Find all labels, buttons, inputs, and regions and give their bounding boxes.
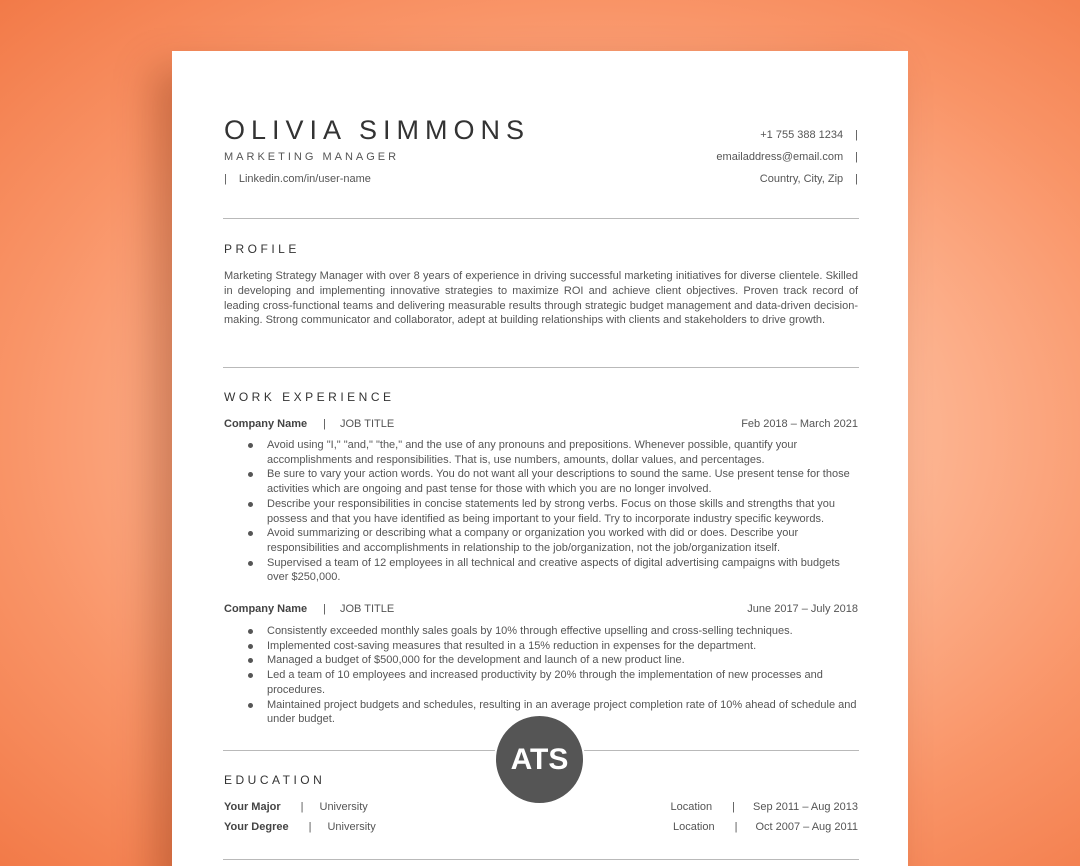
school-location: Location [673,821,715,833]
job-header-left [224,418,394,430]
degree-separator: | [300,801,304,813]
job-title: JOB TITLE [340,418,395,430]
candidate-name: OLIVIA SIMMONS [224,115,531,145]
list-item: Implemented cost-saving measures that resulted in a 15% reduction in expenses for the department. [248,639,860,654]
job-header-left [224,603,394,615]
job-dates: Feb 2018 – March 2021 [741,418,858,430]
location-separator: | [855,173,858,185]
company-name: Company Name [224,603,308,615]
header-divider [223,218,859,219]
list-item: Avoid using "I," "and," "the," and the use of any pronouns and prepositions. Whenever possible, quantify your accomplishments and responsibilities. That is, use numbers, amounts, dollar values, and percentages. [248,438,860,467]
location-text: Country, City, Zip [759,173,844,185]
degree-name: Your Degree [224,821,289,833]
phone-separator: | [855,129,858,141]
candidate-title: MARKETING MANAGER [224,151,400,163]
education-left [224,821,376,833]
email-text: emailaddress@email.com [716,151,844,163]
education-right [671,801,858,813]
location-separator: | [734,821,738,833]
degree-name: Your Major [224,801,281,813]
contact-location [760,173,858,185]
ats-badge: ATS [494,714,585,805]
school-name: University [319,801,368,813]
list-item: Supervised a team of 12 employees in all technical and creative aspects of digital advertising campaigns with budgets over $250,000. [248,556,860,585]
company-name: Company Name [224,418,308,430]
linkedin-url: Linkedin.com/in/user-name [238,173,371,185]
education-left [224,801,368,813]
education-right [673,821,858,833]
list-item: Be sure to vary your action words. You do not want all your descriptions to sound the same. Use present tense for those activities which are ongoing and past tense for those with which you are no longer involved. [248,467,860,496]
experience-heading: WORK EXPERIENCE [224,390,395,404]
contact-email [716,151,858,163]
job-bullets-1 [248,438,860,585]
linkedin-line [224,173,371,185]
location-separator: | [732,801,735,813]
job-separator: | [323,603,326,615]
list-item: Managed a budget of $500,000 for the development and launch of a new product line. [248,653,860,668]
contact-phone [760,129,858,141]
job-bullets-2 [248,624,860,727]
job-separator: | [323,418,326,430]
list-item: Describe your responsibilities in concise statements led by strong verbs. Focus on those skills and strengths that you possess and that you have identified as being important to your field. Try to incorporate industry specific keywords. [248,497,860,526]
degree-separator: | [308,821,312,833]
job-header-1 [224,418,858,430]
phone-text: +1 755 388 1234 [760,129,844,141]
education-divider [223,859,859,860]
school-name: University [327,821,376,833]
job-title: JOB TITLE [340,603,395,615]
school-location: Location [670,801,713,813]
list-item: Consistently exceeded monthly sales goals by 10% through effective upselling and cross-selling techniques. [248,624,860,639]
education-heading: EDUCATION [224,773,326,787]
profile-text: Marketing Strategy Manager with over 8 years of experience in driving successful marketing initiatives for diverse clientele. Skilled in developing and implementing innovative strategies to maximize ROI and achieve client objectives. Proven track record of leading cross-functional teams and delivering measurable results through strategic budget management and data-driven decision-making. Strong communicator and collaborator, adept at building relationships with clients and stakeholders to drive growth. [224,270,858,327]
education-row-2 [224,821,858,833]
education-dates: Sep 2011 – Aug 2013 [752,801,858,813]
profile-divider [223,367,859,368]
profile-heading: PROFILE [224,242,300,256]
list-item: Led a team of 10 employees and increased productivity by 20% through the implementation of new processes and procedures. [248,668,860,697]
education-dates: Oct 2007 – Aug 2011 [755,821,858,833]
job-header-2 [224,603,858,615]
email-separator: | [855,151,858,163]
linkedin-separator: | [224,173,227,185]
list-item: Avoid summarizing or describing what a company or organization you worked with did or does. Describe your responsibilities and accomplishments in relationship to the job/organization, not the job/organization itself. [248,526,860,555]
job-dates: June 2017 – July 2018 [747,603,858,615]
list-item: Maintained project budgets and schedules, resulting in an average project completion rate of 10% ahead of schedule and under budget. [248,698,860,727]
